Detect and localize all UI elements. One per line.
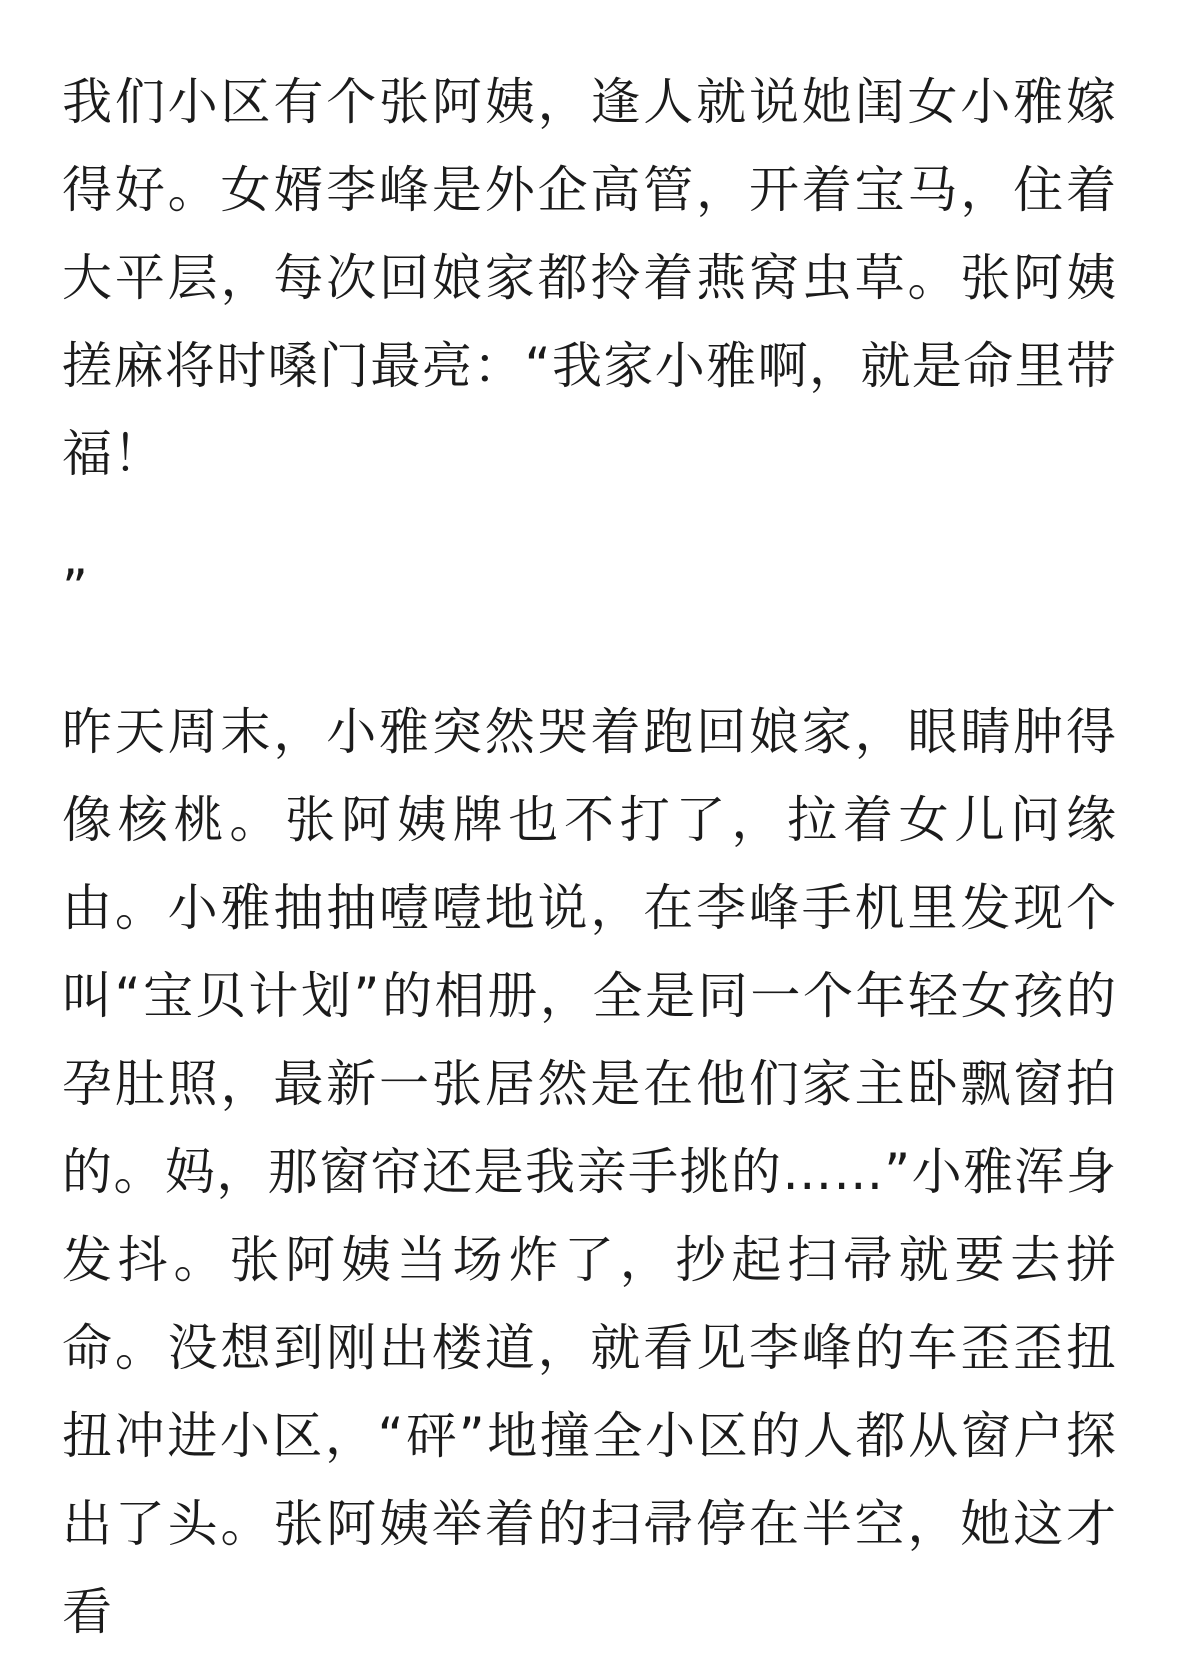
article-paragraph-1: 我们小区有个张阿姨，逢人就说她闺女小雅嫁得好。女婿李峰是外企高管，开着宝马，住着大平层，每次回娘家都拎着燕窝虫草。张阿姨搓麻将时嗓门最亮：“我家小雅啊，就是命里带福！ [62, 73, 1117, 483]
closing-quote-mark: ” [62, 559, 88, 617]
article-paragraph-2: 昨天周末，小雅突然哭着跑回娘家，眼睛肿得像核桃。张阿姨牌也不打了，拉着女儿问缘由。小雅抽抽噎噎地说，在李峰手机里发现个叫“宝贝计划”的相册，全是同一个年轻女孩的孕肚照，最新一张居然是在他们家主卧飘窗拍的。妈，那窗帘还是我亲手挑的……”小雅浑身发抖。张阿姨当场炸了，抄起扫帚就要去拼命。没想到刚出楼道，就看见李峰的车歪歪扭扭冲进小区，“砰”地撞全小区的人都从窗户探出了头。张阿姨举着的扫帚停在半空，她这才看 [62, 703, 1117, 1641]
paragraph-spacer [62, 498, 1117, 544]
paragraph-spacer [62, 632, 1117, 688]
